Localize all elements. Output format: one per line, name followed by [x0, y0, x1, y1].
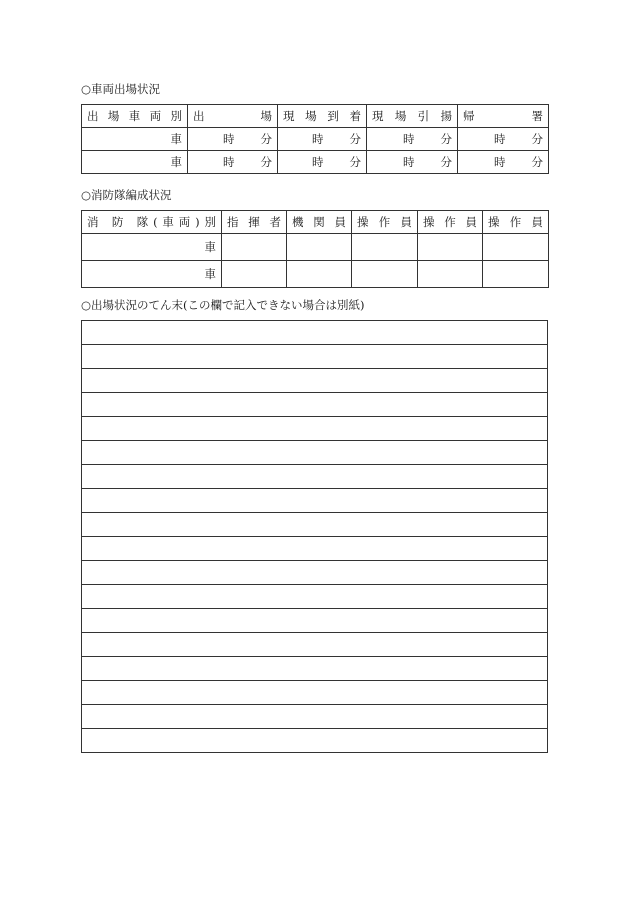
operator-cell[interactable] — [483, 234, 549, 261]
header-return: 帰 署 — [458, 105, 549, 128]
dispatch-time-cell[interactable] — [188, 128, 278, 151]
narrative-line-cell[interactable] — [82, 321, 548, 345]
narrative-line-cell[interactable] — [82, 633, 548, 657]
narrative-line — [82, 609, 548, 633]
table-header-row — [82, 211, 549, 234]
narrative-line-cell[interactable] — [82, 561, 548, 585]
return-time-cell[interactable] — [458, 151, 549, 174]
narrative-line — [82, 681, 548, 705]
arrival-time-cell[interactable] — [278, 128, 367, 151]
header-squad-vehicle: 消 防 隊(車両)別 — [82, 211, 222, 234]
header-withdrawal: 現 場 引 揚 — [367, 105, 458, 128]
table-row — [82, 261, 549, 288]
narrative-line-cell[interactable] — [82, 345, 548, 369]
narrative-line — [82, 537, 548, 561]
table-row — [82, 234, 549, 261]
narrative-line — [82, 705, 548, 729]
minute-label: 分 — [349, 155, 361, 169]
narrative-line — [82, 345, 548, 369]
minute-label: 分 — [440, 132, 452, 146]
minute-label: 分 — [349, 132, 361, 146]
narrative-line-cell[interactable] — [82, 729, 548, 753]
vehicle-dispatch-title: ○車両出場状況 — [81, 82, 161, 96]
engineer-cell[interactable] — [287, 234, 352, 261]
narrative-line — [82, 441, 548, 465]
table-row — [82, 128, 549, 151]
vehicle-cell[interactable]: 車 — [82, 151, 188, 174]
engineer-cell[interactable] — [287, 261, 352, 288]
hour-label: 時 — [403, 155, 415, 169]
hour-label: 時 — [223, 132, 235, 146]
operator-cell[interactable] — [352, 261, 418, 288]
commander-cell[interactable] — [222, 261, 287, 288]
header-dispatch: 出 場 — [188, 105, 278, 128]
narrative-line — [82, 585, 548, 609]
narrative-line-cell[interactable] — [82, 441, 548, 465]
narrative-line-cell[interactable] — [82, 369, 548, 393]
header-vehicle-type: 出 場 車 両 別 — [82, 105, 188, 128]
squad-vehicle-cell[interactable]: 車 — [82, 261, 222, 288]
narrative-line-cell[interactable] — [82, 705, 548, 729]
operator-cell[interactable] — [418, 261, 483, 288]
narrative-title: ○出場状況のてん末(この欄で記入できない場合は別紙) — [81, 298, 365, 312]
header-engineer: 機 関 員 — [287, 211, 352, 234]
hour-label: 時 — [312, 155, 324, 169]
narrative-line — [82, 657, 548, 681]
commander-cell[interactable] — [222, 234, 287, 261]
hour-label: 時 — [403, 132, 415, 146]
vehicle-cell[interactable]: 車 — [82, 128, 188, 151]
narrative-lines-table — [81, 320, 548, 753]
narrative-line-cell[interactable] — [82, 513, 548, 537]
header-operator-2: 操 作 員 — [418, 211, 483, 234]
table-row — [82, 151, 549, 174]
table-header-row — [82, 105, 549, 128]
hour-label: 時 — [312, 132, 324, 146]
narrative-line — [82, 465, 548, 489]
minute-label: 分 — [260, 155, 272, 169]
minute-label: 分 — [531, 132, 543, 146]
operator-cell[interactable] — [483, 261, 549, 288]
narrative-line-cell[interactable] — [82, 393, 548, 417]
narrative-line-cell[interactable] — [82, 465, 548, 489]
squad-composition-table — [81, 210, 549, 288]
squad-composition-title: ○消防隊編成状況 — [81, 188, 172, 202]
minute-label: 分 — [260, 132, 272, 146]
narrative-line — [82, 729, 548, 753]
narrative-line-cell[interactable] — [82, 585, 548, 609]
narrative-line — [82, 561, 548, 585]
vehicle-dispatch-table — [81, 104, 549, 174]
dispatch-time-cell[interactable] — [188, 151, 278, 174]
minute-label: 分 — [440, 155, 452, 169]
header-operator-1: 操 作 員 — [352, 211, 418, 234]
narrative-line-cell[interactable] — [82, 657, 548, 681]
minute-label: 分 — [531, 155, 543, 169]
narrative-line-cell[interactable] — [82, 417, 548, 441]
operator-cell[interactable] — [352, 234, 418, 261]
narrative-line-cell[interactable] — [82, 537, 548, 561]
narrative-line-cell[interactable] — [82, 489, 548, 513]
narrative-line-cell[interactable] — [82, 609, 548, 633]
narrative-line — [82, 321, 548, 345]
hour-label: 時 — [223, 155, 235, 169]
hour-label: 時 — [494, 155, 506, 169]
narrative-line — [82, 393, 548, 417]
withdrawal-time-cell[interactable] — [367, 151, 458, 174]
narrative-line — [82, 417, 548, 441]
withdrawal-time-cell[interactable] — [367, 128, 458, 151]
header-operator-3: 操 作 員 — [483, 211, 549, 234]
header-arrival: 現 場 到 着 — [278, 105, 367, 128]
narrative-line — [82, 513, 548, 537]
narrative-line — [82, 369, 548, 393]
header-commander: 指 揮 者 — [222, 211, 287, 234]
hour-label: 時 — [494, 132, 506, 146]
arrival-time-cell[interactable] — [278, 151, 367, 174]
squad-vehicle-cell[interactable]: 車 — [82, 234, 222, 261]
operator-cell[interactable] — [418, 234, 483, 261]
narrative-line — [82, 633, 548, 657]
return-time-cell[interactable] — [458, 128, 549, 151]
narrative-line-cell[interactable] — [82, 681, 548, 705]
narrative-line — [82, 489, 548, 513]
